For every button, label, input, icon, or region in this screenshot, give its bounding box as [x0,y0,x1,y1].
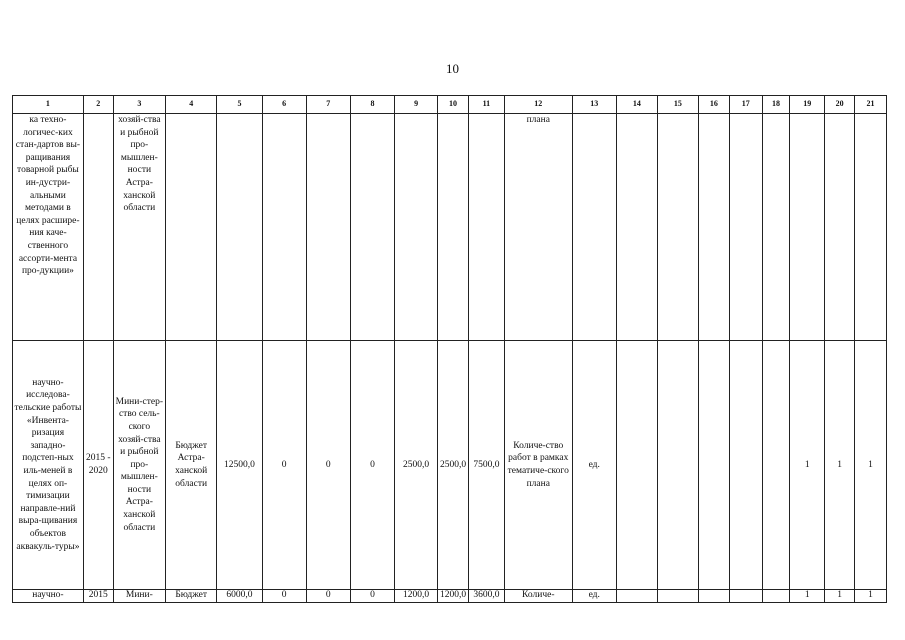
indicator-cell: Количе- [504,590,572,603]
table-cell [698,114,729,341]
table-cell [698,590,729,603]
executor-cell: Мини-стер-ство сель-ского хозяй-ства и рыбной про-мышлен-ности Астра-ханской области [113,341,165,590]
table-cell [616,341,657,590]
indicator-cell: Количе-ство работ в рамках тематиче-ского плана [504,341,572,590]
column-number: 17 [729,96,762,114]
table-cell [657,590,698,603]
indicator-value-cell: 1 [855,590,887,603]
column-number: 6 [262,96,306,114]
year-value-cell: 0 [306,590,350,603]
column-number: 11 [468,96,504,114]
column-number: 21 [855,96,887,114]
executor-cell: Мини- [113,590,165,603]
indicator-value-cell: 1 [855,341,887,590]
program-table [12,95,887,603]
source-cell: Бюджет [166,590,217,603]
table-cell [438,114,469,341]
table-row [13,114,887,341]
measure-name-cell: научно- [13,590,84,603]
column-number: 5 [217,96,262,114]
total-cell: 12500,0 [217,341,262,590]
table-cell [825,114,855,341]
table-cell [217,114,262,341]
column-number: 1 [13,96,84,114]
column-number: 2 [83,96,113,114]
year-value-cell: 0 [306,341,350,590]
year-value-cell: 2500,0 [438,341,469,590]
table-cell [729,114,762,341]
indicator-value-cell: 1 [790,590,825,603]
table-cell [762,114,790,341]
column-number: 13 [572,96,616,114]
period-cell: 2015 - 2020 [83,341,113,590]
table-cell [395,114,438,341]
indicator-cell: плана [504,114,572,341]
table-cell [762,341,790,590]
column-number-row [13,96,887,114]
table-cell [468,114,504,341]
table-cell [729,341,762,590]
year-value-cell: 0 [262,590,306,603]
table-cell [790,114,825,341]
column-number: 14 [616,96,657,114]
page-number: 10 [446,61,459,76]
period-cell [83,114,113,341]
column-number: 19 [790,96,825,114]
year-value-cell: 2500,0 [395,341,438,590]
column-number: 12 [504,96,572,114]
year-value-cell: 0 [350,590,394,603]
source-cell [166,114,217,341]
column-number: 9 [395,96,438,114]
indicator-value-cell: 1 [825,590,855,603]
table-cell [657,341,698,590]
year-value-cell: 3600,0 [468,590,504,603]
unit-cell: ед. [572,590,616,603]
column-number: 18 [762,96,790,114]
executor-cell: хозяй-ства и рыбной про-мышлен-ности Астра-ханской области [113,114,165,341]
source-cell: Бюджет Астра-ханской области [166,341,217,590]
year-value-cell: 0 [350,341,394,590]
table-cell [729,590,762,603]
unit-cell: ед. [572,341,616,590]
table-cell [262,114,306,341]
table-row [13,341,887,590]
measure-name-cell: ка техно-логичес-ких стан-дартов вы-ращивания товарной рыбы ин-дустри-альными методами в целях расшире-ния каче-ственного ассорти-мента про-дукции» [13,114,84,341]
year-value-cell: 7500,0 [468,341,504,590]
year-value-cell: 0 [262,341,306,590]
year-value-cell: 1200,0 [438,590,469,603]
table-cell [657,114,698,341]
table-cell [350,114,394,341]
table-cell [616,590,657,603]
indicator-value-cell: 1 [790,341,825,590]
table-cell [616,114,657,341]
total-cell: 6000,0 [217,590,262,603]
column-number: 7 [306,96,350,114]
table-cell [572,114,616,341]
column-number: 8 [350,96,394,114]
table-cell [698,341,729,590]
table-cell [306,114,350,341]
column-number: 4 [166,96,217,114]
column-number: 16 [698,96,729,114]
table-cell [855,114,887,341]
period-cell: 2015 [83,590,113,603]
year-value-cell: 1200,0 [395,590,438,603]
column-number: 15 [657,96,698,114]
indicator-value-cell: 1 [825,341,855,590]
column-number: 10 [438,96,469,114]
table-row [13,590,887,603]
measure-name-cell: научно-исследова-тельские работы «Инвента-ризация западно-подстеп-ных иль-меней в целях оп-тимизации направле-ний выра-щивания объектов аквакуль-туры» [13,341,84,590]
table-cell [762,590,790,603]
column-number: 20 [825,96,855,114]
column-number: 3 [113,96,165,114]
